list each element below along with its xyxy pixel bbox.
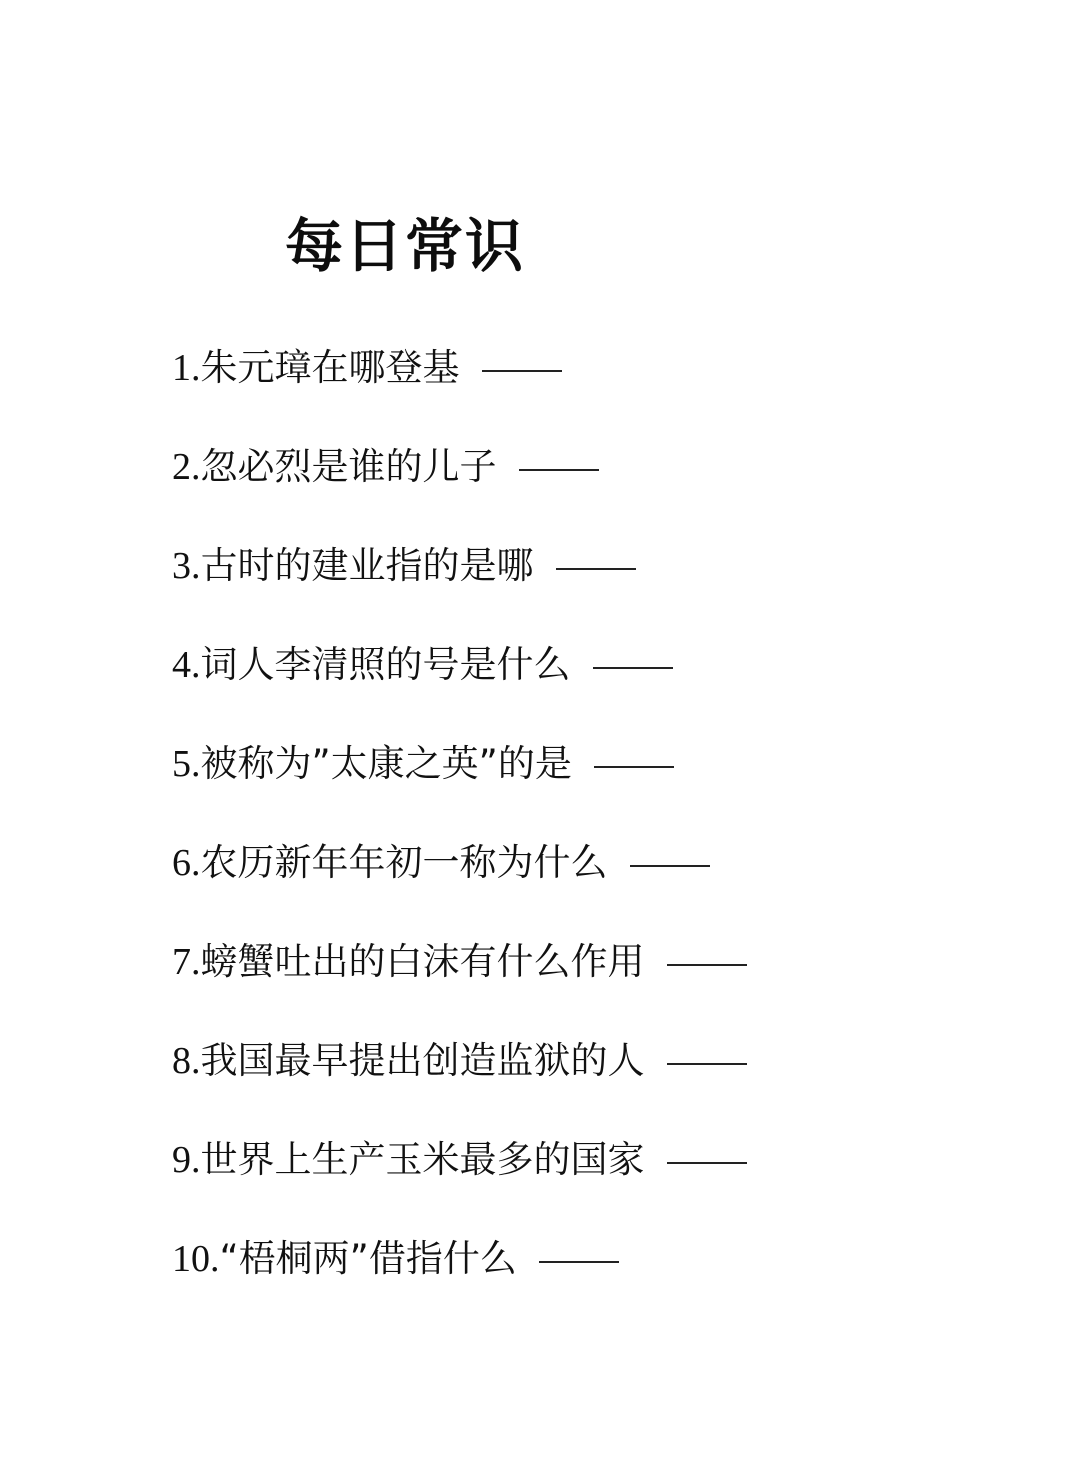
question-text: 世界上生产玉米最多的国家 [200,1137,645,1181]
question-item-10 [172,1209,992,1308]
answer-blank-line [556,568,636,570]
question-item-7 [172,912,992,1011]
question-text: 忽必烈是谁的儿子 [200,444,497,488]
question-text: 农历新年年初一称为什么 [200,840,608,884]
question-text: “梧桐两”借指什么 [219,1236,517,1280]
question-number: 3. [172,544,201,587]
question-number: 7. [172,940,201,983]
question-text: 古时的建业指的是哪 [200,543,534,587]
answer-blank-line [630,865,710,867]
question-number: 5. [172,742,201,785]
answer-blank-line [593,667,673,669]
answer-blank-line [667,1063,747,1065]
question-text: 我国最早提出创造监狱的人 [200,1038,645,1082]
question-item-6 [172,813,992,912]
question-item-2 [172,417,992,516]
question-text: 朱元璋在哪登基 [200,345,460,389]
page-title: 每日常识 [285,212,526,280]
answer-blank-line [667,964,747,966]
answer-blank-line [482,370,562,372]
question-text: 被称为”太康之英”的是 [200,741,572,785]
answer-blank-line [594,766,674,768]
question-list [172,318,992,1308]
answer-blank-line [539,1261,619,1263]
question-number: 4. [172,643,201,686]
question-item-1 [172,318,992,417]
answer-blank-line [519,469,599,471]
question-item-3 [172,516,992,615]
question-number: 9. [172,1138,201,1181]
question-item-5 [172,714,992,813]
question-number: 8. [172,1039,201,1082]
question-number: 1. [172,346,201,389]
question-item-8 [172,1011,992,1110]
answer-blank-line [667,1162,747,1164]
question-text: 螃蟹吐出的白沫有什么作用 [200,939,645,983]
question-item-4 [172,615,992,714]
question-text: 词人李清照的号是什么 [200,642,571,686]
question-number: 2. [172,445,201,488]
question-item-9 [172,1110,992,1209]
question-number: 6. [172,841,201,884]
question-number: 10. [172,1237,220,1280]
